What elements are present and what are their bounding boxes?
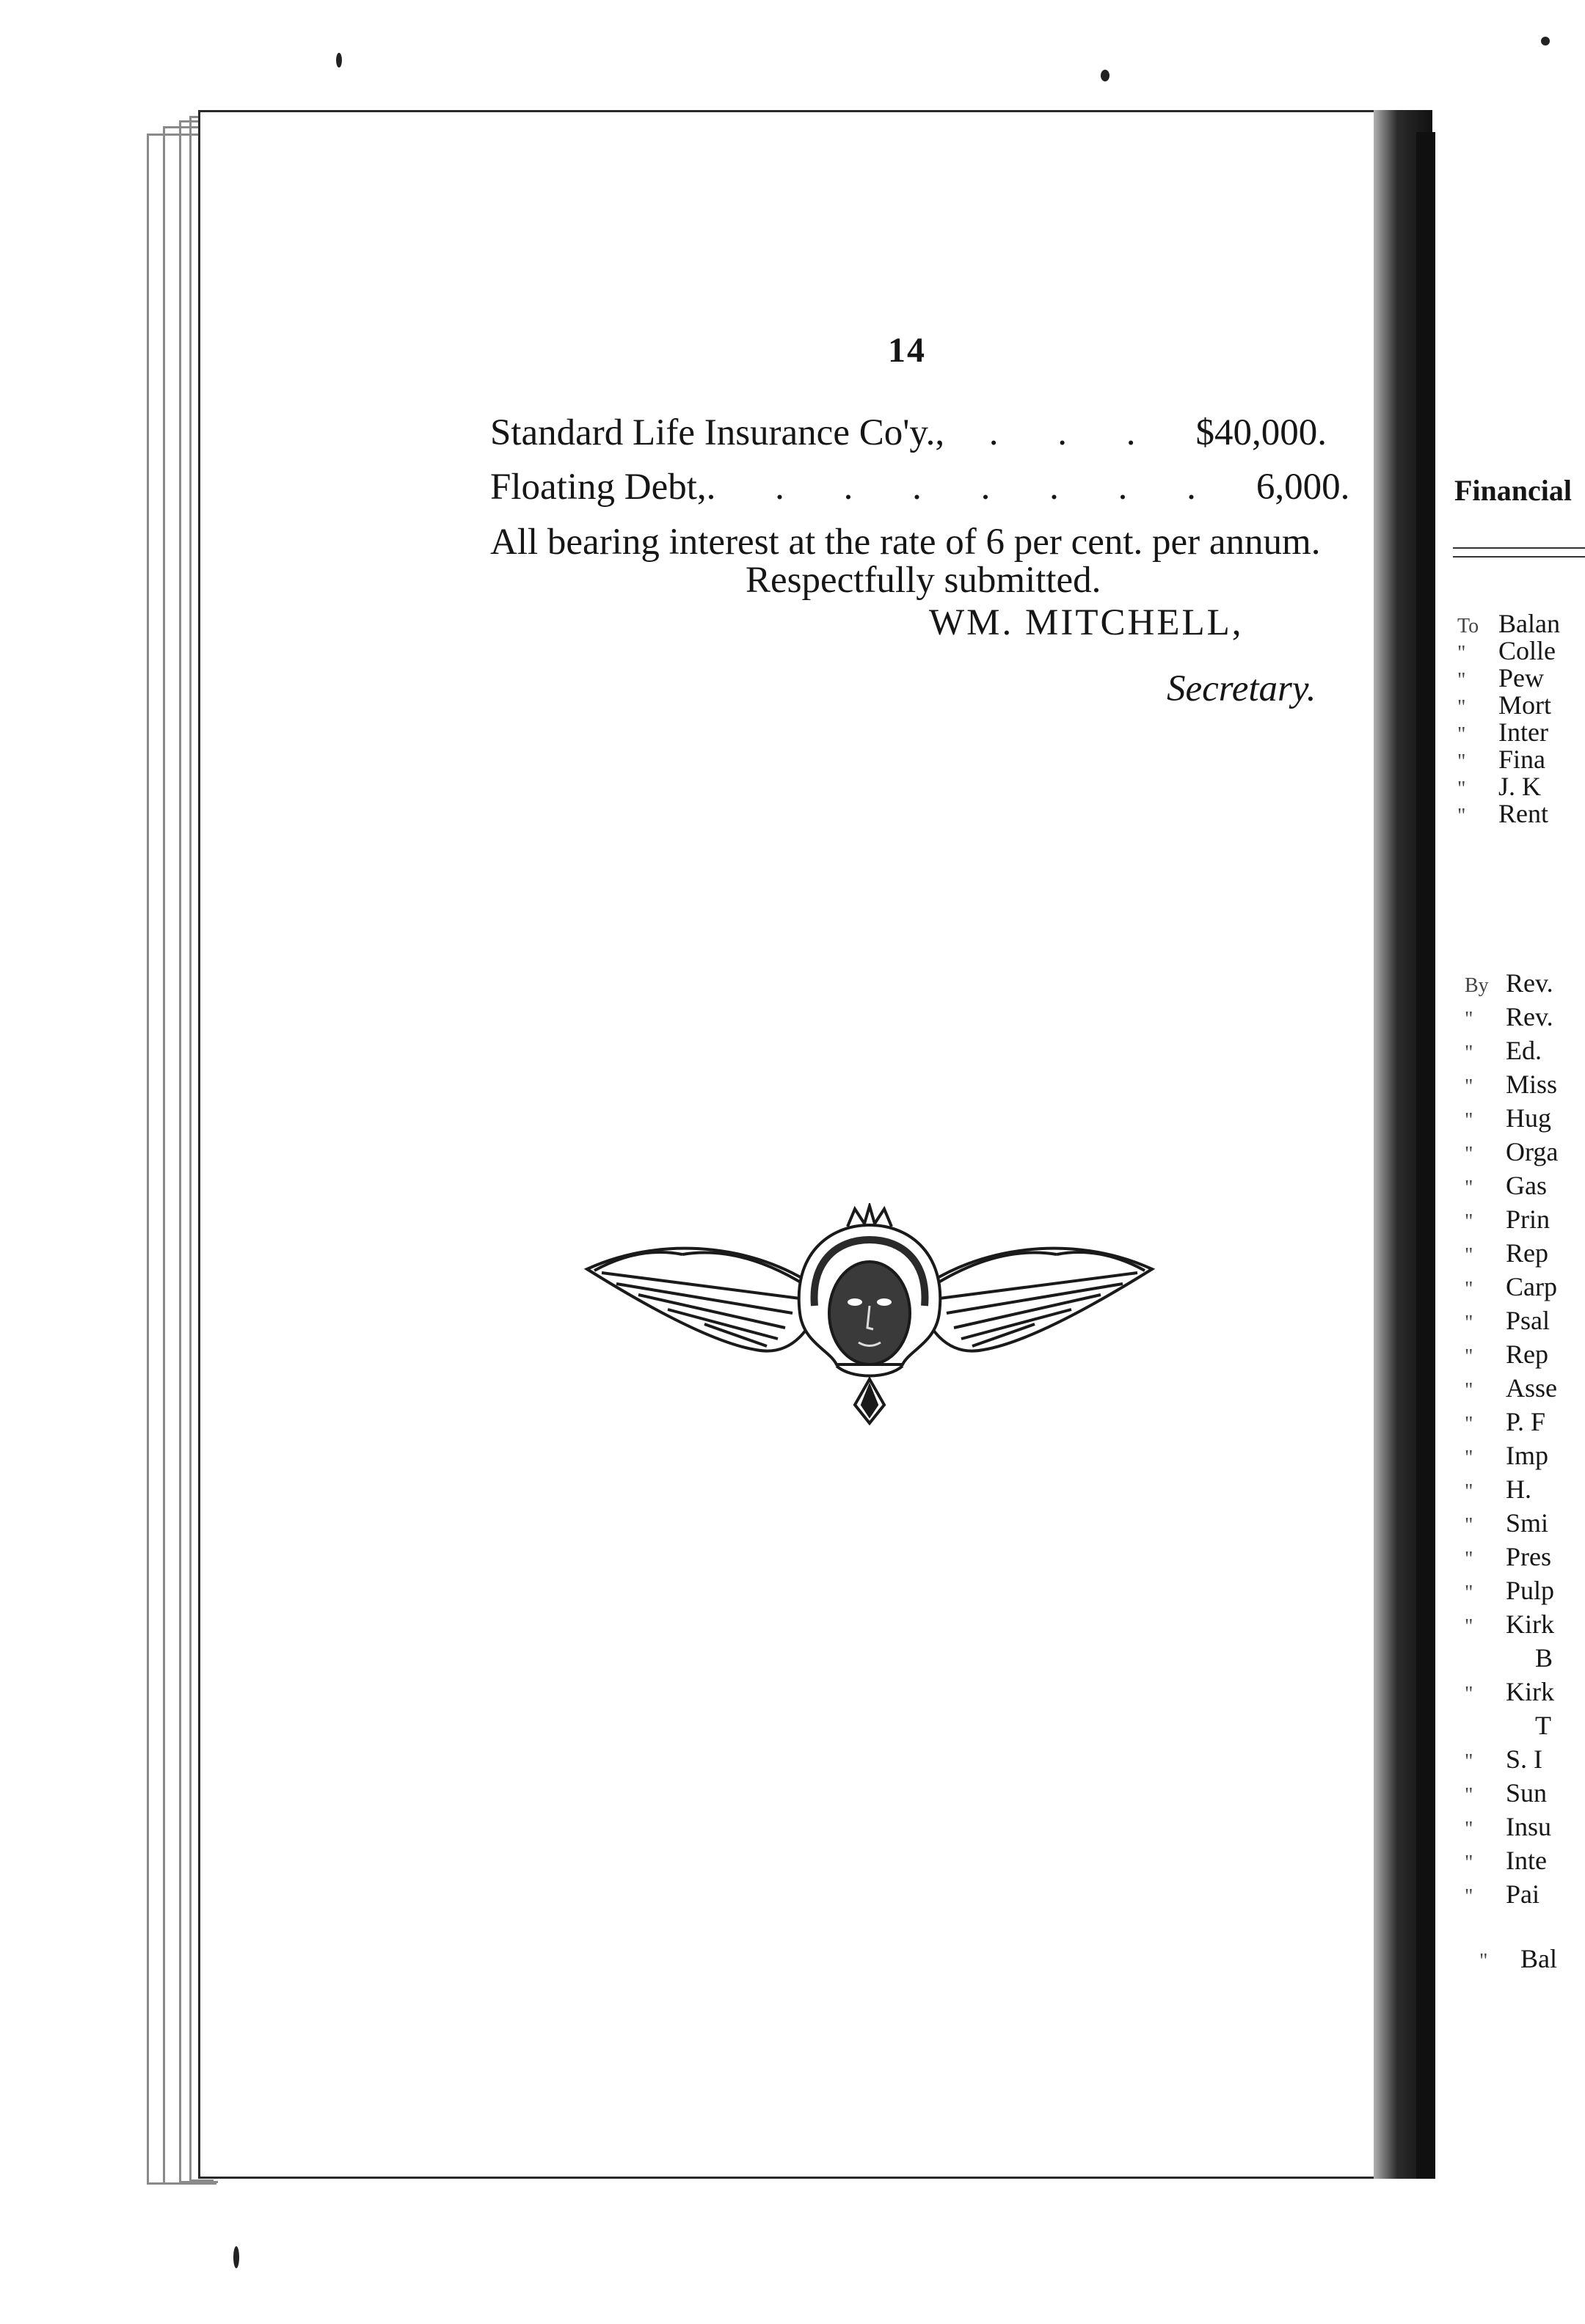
ledger-label: Floating Debt, (490, 467, 707, 508)
line-text: Psal (1506, 1306, 1551, 1335)
ledger-line (1465, 1171, 1547, 1203)
line-text: Ed. (1506, 1036, 1542, 1065)
line-text: Pulp (1506, 1576, 1555, 1605)
line-prefix: " (1465, 1210, 1473, 1233)
line-prefix: " (1465, 1548, 1473, 1571)
ledger-row (490, 411, 1327, 455)
line-prefix: " (1465, 1345, 1473, 1368)
line-prefix: " (1465, 1784, 1473, 1807)
right-page (1435, 132, 1585, 2324)
right-page-heading: Financial (1454, 474, 1573, 507)
ledger-line (1465, 1137, 1558, 1169)
ledger-line (1465, 1643, 1553, 1673)
ditto-mark: " (1479, 1950, 1488, 1973)
heading-rule (1453, 547, 1585, 549)
ledger-line (1465, 1778, 1547, 1810)
ledger-row (490, 465, 1350, 509)
line-prefix: " (1465, 1177, 1473, 1199)
scan-speck (233, 2246, 239, 2268)
ledger-line (1465, 1036, 1542, 1068)
book-spine (1416, 132, 1435, 2179)
line-prefix: " (1457, 642, 1466, 665)
line-prefix: " (1465, 1447, 1473, 1469)
ledger-line (1465, 1508, 1548, 1541)
ledger-line (1465, 1475, 1531, 1507)
ledger-line (1465, 1002, 1553, 1034)
ledger-line (1465, 1238, 1548, 1271)
line-text: Bal (1520, 1944, 1557, 1973)
ledger-line (1465, 1103, 1551, 1136)
ledger-line (1465, 1744, 1542, 1777)
ledger-line (1465, 1205, 1550, 1237)
line-text: Fina (1498, 745, 1546, 774)
line-prefix: " (1465, 1312, 1473, 1334)
line-text: Imp (1506, 1441, 1548, 1470)
line-prefix: " (1457, 750, 1466, 773)
line-text: B (1535, 1643, 1553, 1673)
ledger-line (1465, 1879, 1540, 1912)
winged-cherub-head-icon (580, 1203, 1159, 1438)
closing-line: Respectfully submitted. (746, 560, 1101, 601)
line-text: Kirk (1506, 1609, 1554, 1639)
line-text: Colle (1498, 636, 1556, 665)
line-text: Hug (1506, 1103, 1551, 1133)
ledger-line (1465, 1407, 1545, 1439)
line-prefix: " (1457, 805, 1466, 827)
ledger-line (1465, 1846, 1547, 1878)
line-text: H. (1506, 1475, 1531, 1504)
line-prefix: " (1465, 1852, 1473, 1874)
line-prefix: " (1465, 1042, 1473, 1064)
ledger-line (1465, 1576, 1554, 1608)
line-text: Sun (1506, 1778, 1548, 1808)
line-prefix: " (1457, 669, 1466, 692)
ledger-label: Standard Life Insurance Co'y., (490, 412, 945, 453)
ledger-line (1465, 1306, 1550, 1338)
ledger-line (1465, 1070, 1557, 1102)
line-text: Asse (1506, 1373, 1557, 1403)
line-prefix: " (1457, 696, 1466, 719)
line-prefix: " (1465, 1075, 1473, 1098)
line-text: Mort (1498, 690, 1551, 720)
ledger-line (1465, 1812, 1551, 1844)
ledger-line (1465, 1441, 1548, 1473)
line-prefix: " (1465, 1109, 1473, 1132)
ledger-line (1465, 1272, 1557, 1304)
ledger-line (1465, 1677, 1554, 1709)
ledger-line (1465, 1542, 1551, 1574)
ledger-line (1465, 1340, 1548, 1372)
line-prefix: " (1457, 778, 1466, 800)
line-prefix: " (1457, 723, 1466, 746)
line-text: Kirk (1506, 1677, 1554, 1706)
scan-speck (1541, 37, 1550, 45)
line-prefix: " (1465, 1750, 1473, 1773)
line-text: Carp (1506, 1272, 1557, 1301)
ledger-amount: $40,000. (1195, 412, 1327, 453)
line-text: S. I (1506, 1744, 1543, 1774)
line-text: Balan (1498, 609, 1560, 638)
signer-title: Secretary. (1167, 668, 1316, 709)
dot-leader: . . . . . . . . (706, 467, 1221, 508)
line-text: Orga (1506, 1137, 1559, 1166)
line-text: Rev. (1506, 968, 1553, 998)
line-prefix: To (1457, 615, 1479, 637)
line-text: J. K (1498, 772, 1542, 801)
line-text: Rev. (1506, 1002, 1553, 1031)
line-prefix: " (1465, 1615, 1473, 1638)
ledger-amount: 6,000. (1256, 467, 1350, 508)
line-text: Pres (1506, 1542, 1551, 1571)
line-prefix: " (1465, 1143, 1473, 1166)
line-prefix: " (1465, 1008, 1473, 1031)
ledger-line (1457, 799, 1548, 831)
interest-note: All bearing interest at the rate of 6 per cent. per annum. (490, 522, 1321, 563)
line-text: Gas (1506, 1171, 1547, 1200)
heading-rule (1453, 556, 1585, 558)
line-text: Miss (1506, 1070, 1558, 1099)
line-text: Rep (1506, 1340, 1548, 1369)
line-text: P. F (1506, 1407, 1546, 1436)
line-prefix: " (1465, 1818, 1473, 1841)
ledger-line (1465, 1609, 1554, 1642)
line-text: Pew (1498, 663, 1544, 693)
dot-leader: . . . (988, 412, 1161, 453)
line-prefix: " (1465, 1582, 1473, 1604)
line-text: Prin (1506, 1205, 1551, 1234)
signer-name: WM. MITCHELL, (929, 602, 1244, 643)
line-prefix: " (1465, 1514, 1473, 1537)
line-text: Rep (1506, 1238, 1548, 1268)
page-number: 14 (888, 331, 926, 370)
line-prefix: " (1465, 1885, 1473, 1908)
balance-line (1479, 1944, 1557, 1976)
line-text: Pai (1506, 1879, 1540, 1909)
line-text: Smi (1506, 1508, 1549, 1538)
scan-speck (1101, 70, 1110, 81)
line-text: Rent (1498, 799, 1548, 828)
line-prefix: " (1465, 1480, 1473, 1503)
ledger-line (1465, 1373, 1557, 1406)
line-text: T (1535, 1711, 1551, 1740)
line-text: Inter (1498, 717, 1548, 747)
ledger-line (1465, 968, 1553, 1001)
line-text: Insu (1506, 1812, 1551, 1841)
line-prefix: " (1465, 1413, 1473, 1436)
line-prefix: " (1465, 1278, 1473, 1301)
line-prefix: " (1465, 1244, 1473, 1267)
line-prefix: By (1465, 974, 1489, 997)
ledger-line (1465, 1711, 1551, 1740)
line-prefix: " (1465, 1683, 1473, 1706)
line-prefix: " (1465, 1379, 1473, 1402)
line-text: Inte (1506, 1846, 1547, 1875)
scan-speck (336, 53, 342, 67)
